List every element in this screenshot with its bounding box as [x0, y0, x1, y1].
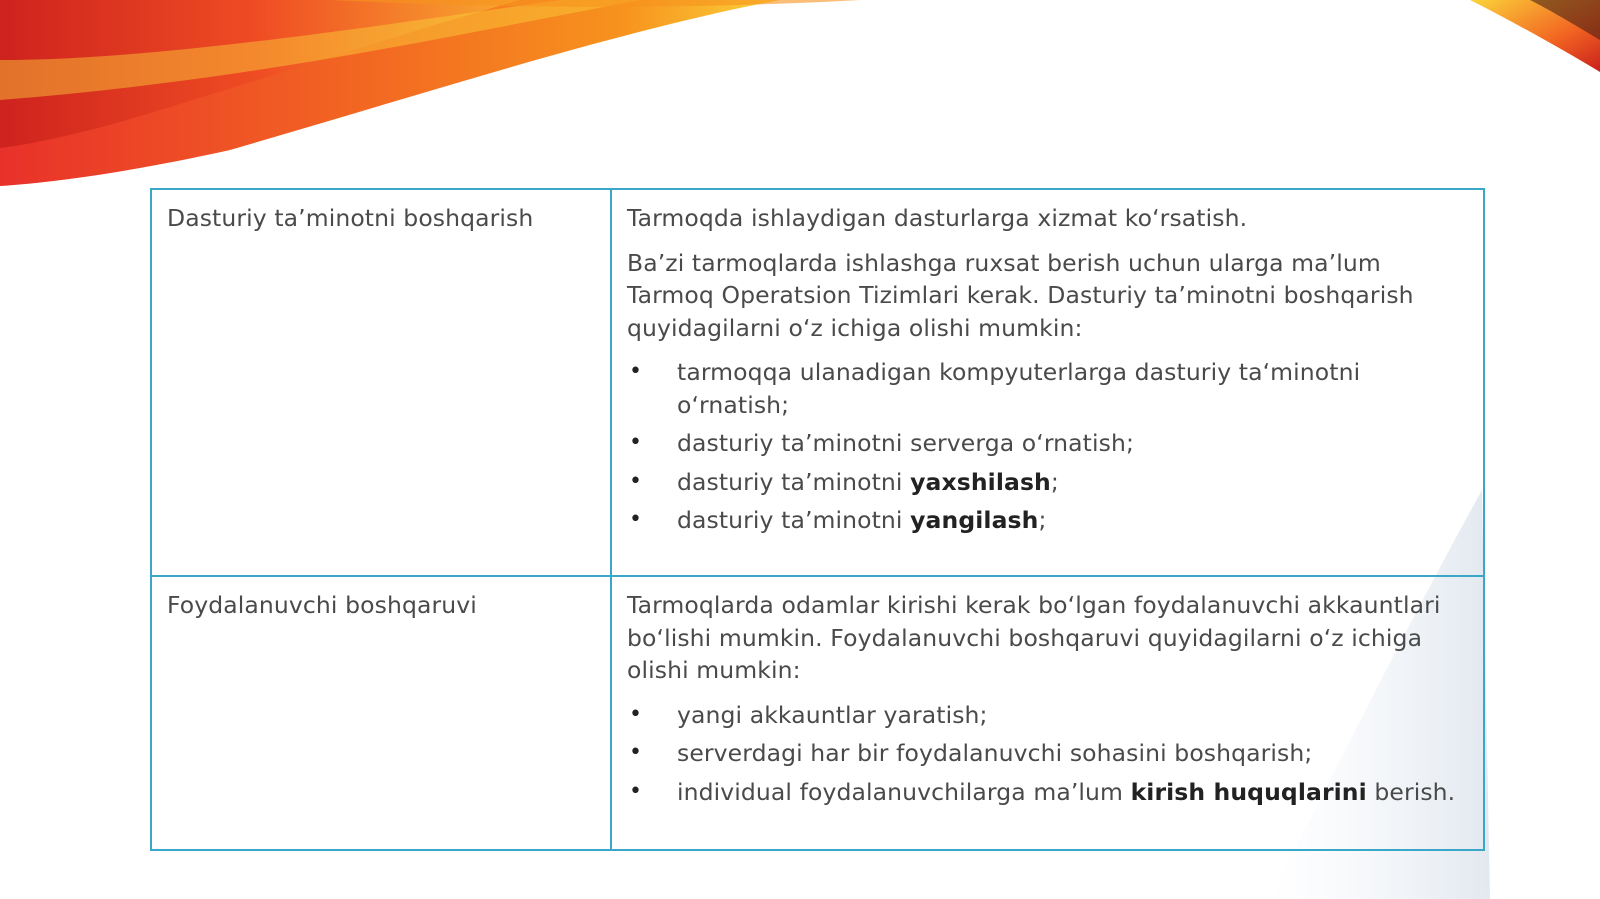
top-right-swoosh	[1470, 0, 1600, 72]
description-paragraph: Ba’zi tarmoqlarda ishlashga ruxsat berish uchun ularga ma’lum Tarmoq Operatsion Tizimlari kerak. Dasturiy ta’minotni boshqarish quyidagilarni o‘z ichiga olishi mumkin:	[627, 248, 1414, 342]
list-item: • individual foydalanuvchilarga ma’lum kirish huquqlarini berish.	[627, 776, 1469, 809]
row-label-cell	[151, 576, 611, 850]
bullet-list	[627, 699, 1469, 809]
content-table	[150, 188, 1485, 851]
list-item: • yangi akkauntlar yaratish;	[627, 699, 1469, 732]
row-label: Foydalanuvchi boshqaruvi	[167, 591, 477, 620]
list-item: • dasturiy ta’minotni serverga o‘rnatish;	[627, 427, 1469, 460]
table-row	[151, 576, 1484, 850]
top-left-swoosh	[0, 0, 860, 186]
row-label: Dasturiy ta’minotni boshqarish	[167, 204, 534, 232]
bold-term: yangilash	[910, 506, 1039, 534]
list-item: • dasturiy ta’minotni yaxshilash;	[627, 466, 1469, 499]
row-description-cell	[611, 189, 1484, 576]
description-paragraph: Tarmoqlarda odamlar kirishi kerak bo‘lgan foydalanuvchi akkauntlari bo‘lishi mumkin. Foydalanuvchi boshqaruvi quyidagilarni o‘z ichiga olishi mumkin:	[627, 591, 1441, 685]
list-item: • dasturiy ta’minotni yangilash;	[627, 504, 1469, 537]
row-description-cell	[611, 576, 1484, 850]
list-item: • serverdagi har bir foydalanuvchi sohasini boshqarish;	[627, 737, 1469, 770]
bold-term: kirish huquqlarini	[1130, 777, 1367, 806]
bold-term: yaxshilash	[910, 467, 1051, 496]
row-label-cell	[151, 189, 611, 576]
intro-text: Tarmoqda ishlaydigan dasturlarga xizmat ko‘rsatish.	[627, 204, 1248, 232]
table-row	[151, 189, 1484, 576]
list-item: • tarmoqqa ulanadigan kompyuterlarga dasturiy ta‘minotni o‘rnatish;	[627, 356, 1469, 421]
bullet-list	[627, 356, 1469, 537]
